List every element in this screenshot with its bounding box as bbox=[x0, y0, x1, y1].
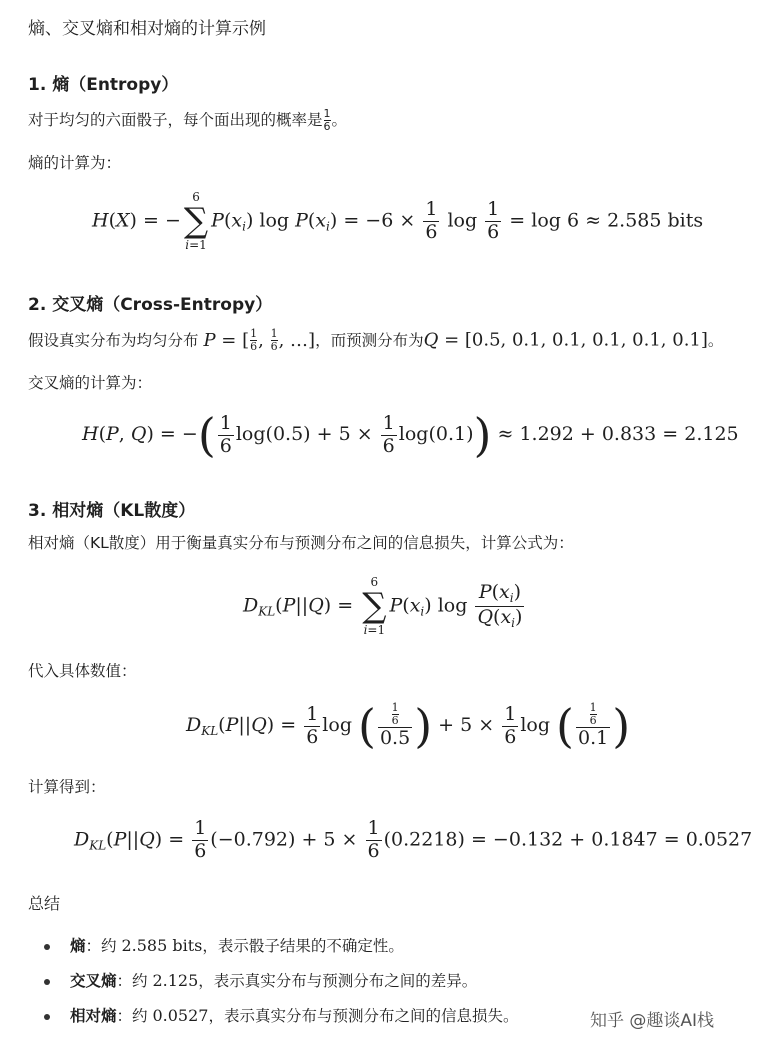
kl-substitution-equation: $D_{KL}(P||Q)$ = $\frac{1}{6}$ log ( $\frac{\frac{1}{6}}{0.5}$ ) + 5 × $\frac{1}{6}$ log ( $\frac{\frac{1}{6}}{0.1}$ ) bbox=[186, 699, 631, 754]
section-heading-cross-entropy: 2. 交叉熵（Cross-Entropy） bbox=[28, 295, 273, 315]
entropy-equation: H(X) = − 6 ∑ i=1 $P(x_i)$ $\log P(x_i) = -6$ × $\frac{1}{6}$ log $\frac{1}{6}$ = log 6 ≈ 2.585 bits bbox=[92, 190, 704, 253]
bullet-icon bbox=[44, 944, 50, 950]
watermark: 知乎 @趣谈AI栈 bbox=[590, 1011, 715, 1031]
probability-fraction: $\frac{1}{6}$ bbox=[323, 107, 331, 134]
kl-result-label: 计算得到： bbox=[28, 778, 106, 796]
kl-substitution-label: 代入具体数值： bbox=[28, 662, 137, 680]
summary-item-cross-entropy: 交叉熵：约 2.125，表示真实分布与预测分布之间的差异。 bbox=[44, 969, 477, 991]
page-title: 熵、交叉熵和相对熵的计算示例 bbox=[28, 19, 266, 39]
cross-entropy-description: 假设真实分布为均匀分布 P = [ $\frac{1}{6}$ , $\frac{1}{6}$ , …]，而预测分布为Q = [0.5, 0.1, 0.1, 0.1, 0.1, 0.1]。 bbox=[28, 327, 724, 354]
bullet-icon bbox=[44, 979, 50, 985]
summary-item-kl: 相对熵：约 0.0527，表示真实分布与预测分布之间的信息损失。 bbox=[44, 1004, 518, 1026]
section-heading-entropy: 1. 熵（Entropy） bbox=[28, 75, 179, 95]
bullet-icon bbox=[44, 1014, 50, 1020]
cross-entropy-calc-label: 交叉熵的计算为： bbox=[28, 374, 153, 392]
entropy-calc-label: 熵的计算为： bbox=[28, 154, 122, 172]
kl-description: 相对熵（KL散度）用于衡量真实分布与预测分布之间的信息损失，计算公式为： bbox=[28, 534, 574, 552]
kl-result-equation: $D_{KL}(P||Q)$ = $\frac{1}{6}$ (−0.792) + 5 × $\frac{1}{6}$ (0.2218) = −0.132 + 0.1847 = 0.0527 bbox=[74, 817, 753, 862]
cross-entropy-equation: H(P, Q) = −( $\frac{1}{6}$ log(0.5) + 5 × $\frac{1}{6}$ log(0.1)) ≈ 1.292 + 0.833 = 2.125 bbox=[82, 408, 739, 462]
entropy-description: 对于均匀的六面骰子，每个面出现的概率是 $\frac{1}{6}$ 。 bbox=[28, 107, 348, 134]
summary-heading: 总结 bbox=[28, 894, 61, 913]
section-heading-kl: 3. 相对熵（KL散度） bbox=[28, 501, 196, 521]
summary-item-entropy: 熵：约 2.585 bits，表示骰子结果的不确定性。 bbox=[44, 934, 404, 956]
kl-formula: $D_{KL}(P||Q)$ = 6 ∑ i=1 $P(x_i)$ log $\frac{P(x_i)}{Q(x_i)}$ bbox=[243, 575, 523, 638]
